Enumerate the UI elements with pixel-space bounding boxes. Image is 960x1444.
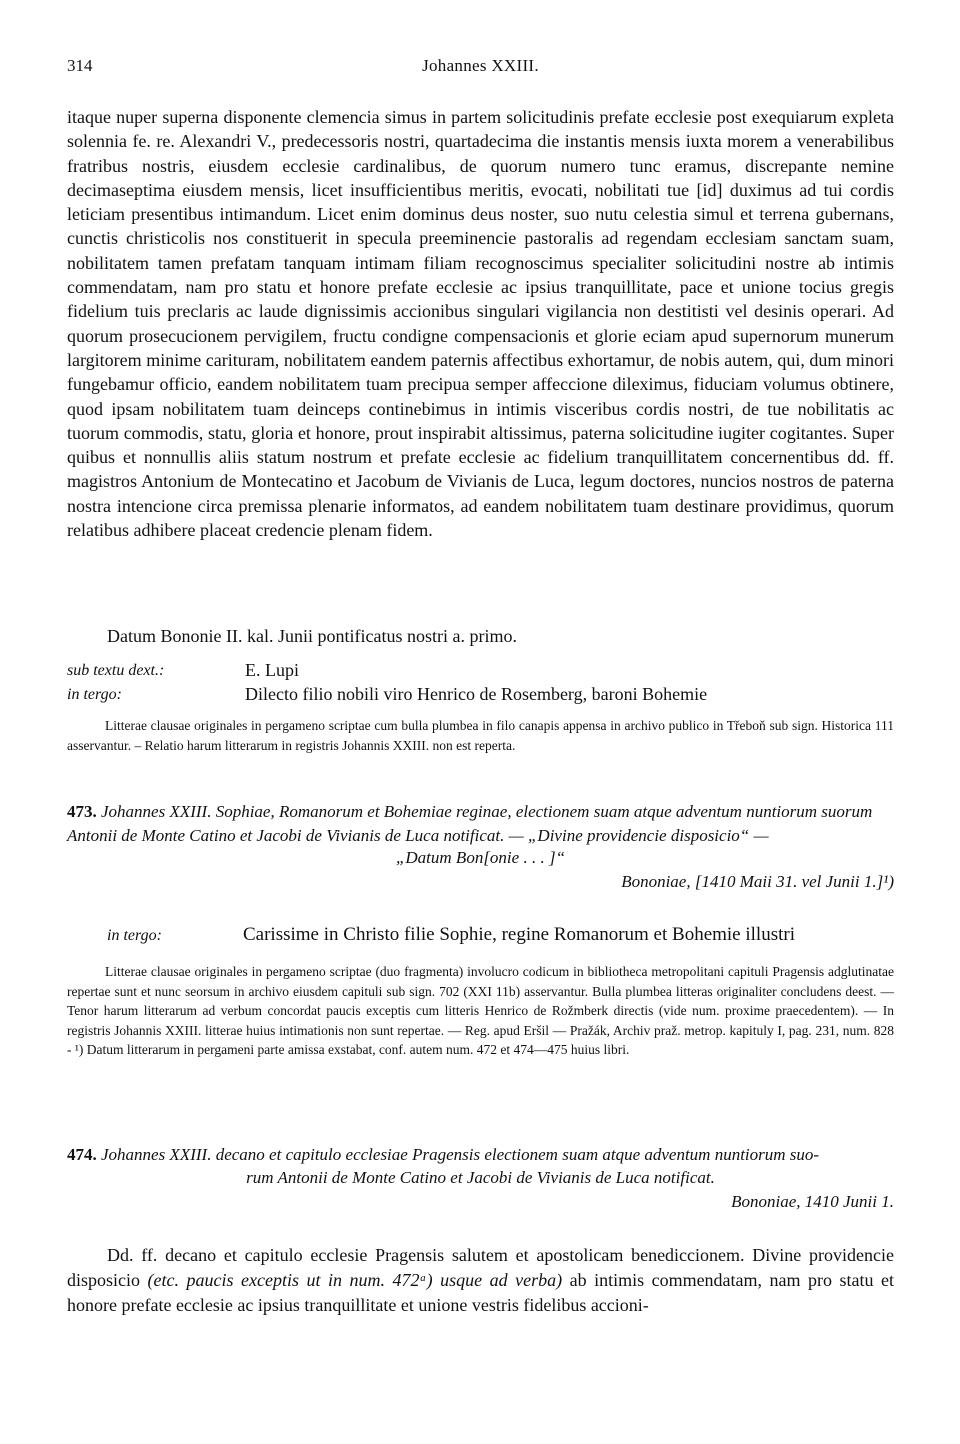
in-tergo-label-2: in tergo: bbox=[107, 927, 162, 944]
final-text-italic: (etc. paucis exceptis ut in num. 472ᵃ) usque ad verba) bbox=[147, 1270, 563, 1290]
entry-473-incipit-end: „Datum Bon[onie . . . ]“ bbox=[395, 848, 566, 867]
sub-textu-label: sub textu dext.: bbox=[67, 662, 165, 679]
main-text bbox=[67, 105, 894, 542]
page-header bbox=[67, 56, 894, 80]
final-paragraph bbox=[67, 1243, 894, 1318]
entry-474-title-line2: rum Antonii de Monte Catino et Jacobi de Vivianis de Luca notificat. bbox=[246, 1168, 715, 1187]
entry-474-place-date: Bononiae, 1410 Junii 1. bbox=[731, 1192, 894, 1211]
entry-474-title-line1: Johannes XXIII. decano et capitulo ecclesiae Pragensis electionem suam atque adventum nuntiorum suo- bbox=[101, 1145, 820, 1164]
entry-474-heading bbox=[67, 1143, 894, 1167]
entry-474-number: 474. bbox=[67, 1145, 97, 1164]
final-text-part1: Dd. ff. decano et capitulo ecclesie Pragensis salutem et apostolicam benediccionem. Divine providencie disposicio bbox=[67, 1245, 894, 1290]
in-tergo-label-1: in tergo: bbox=[67, 686, 122, 703]
entry-473-place-date: Bononiae, [1410 Maii 31. vel Junii 1.]¹) bbox=[621, 872, 894, 891]
entry-473-title: Johannes XXIII. Sophiae, Romanorum et Bohemiae reginae, electionem suam atque adventum nuntiorum suorum Antonii de Monte Catino et Jacobi de Vivianis de Luca notificat. — „Divine providencie disposicio“ — bbox=[67, 802, 873, 845]
in-tergo-value-1: Dilecto filio nobili viro Henrico de Rosemberg, baroni Bohemie bbox=[245, 684, 708, 704]
footnote-2-text: Litterae clausae originales in pergameno scriptae (duo fragmenta) involucro codicum in bibliotheca metropolitani capituli Pragensis adglutinatae repertae sunt et nunc seorsum in archivo eiusdem capituli sub sign. 702 (XXI 11b) asservantur. Bulla plumbea litteras originaliter concludens deest. — Tenor harum litterarum ad verbum concordat paucis exceptis cum litteris Henrico de Rožmberk directis (vide num. proxime praecedentem). — In registris Johannis XXIII. litterae huius intimationis non sunt repertae. — Reg. apud Eršil — Pražák, Archiv praž. metrop. kapituly I, pag. 231, num. 828 - ¹) Datum litterarum in pergameni parte amissa exstabat, conf. autem num. 472 et 474—475 huius libri. bbox=[67, 964, 894, 1057]
in-tergo-value-2: Carissime in Christo filie Sophie, regine Romanorum et Bohemie illustri bbox=[243, 924, 795, 945]
datum-line: Datum Bononie II. kal. Junii pontificatus nostri a. primo. bbox=[107, 626, 517, 646]
page-number: 314 bbox=[67, 56, 93, 75]
entry-473-number: 473. bbox=[67, 802, 97, 821]
final-text-part2: ab intimis commendatam, nam pro statu et honore prefate ecclesie ac ipsius tranquillitate et unione vestris fidelibus accioni- bbox=[67, 1270, 894, 1315]
running-head: Johannes XXIII. bbox=[422, 56, 539, 75]
sub-textu-value: E. Lupi bbox=[245, 660, 299, 680]
footnote-2 bbox=[67, 962, 894, 1060]
entry-473-heading bbox=[67, 800, 894, 848]
main-paragraph: itaque nuper superna disponente clemencia simus in partem solicitudinis prefate ecclesie post exequiarum expleta solennia fe. re. Alexandri V., predecessoris nostri, quartadecima die instantis mensis iuxta morem a venerabilibus fratribus nostris, eiusdem ecclesie cardinalibus, de quorum numero tunc eramus, discrepante nemine decimaseptima eiusdem mensis, licet insufficientibus meritis, evocati, nobilitati tue [id] duximus ad tui cordis leticiam presentibus intimandum. Licet enim dominus deus noster, suo nutu celestia simul et terrena gubernans, cunctis christicolis nos constituerit in specula preeminencie pastoralis ad regendam ecclesiam sanctam suam, nobilitatem tamen prefatam tanquam intimam filiam recognoscimus specialiter solicitudini nostre ab intimis commendatam, nam pro statu et honore prefate ecclesie ac ipsius tranquillitate, pace et unione tocius gregis fidelium tuis preclaris ac laude dignissimis accionibus singulari vigilancia non destitisti vel desinis operari. Ad quorum prosecucionem pervigilem, fructu condigne compensacionis et glorie eciam apud supernorum munerum largitorem minime carituram, nobilitatem eandem paternis affectibus exhortamur, de nobis autem, qui, dum minori fungebamur officio, eandem nobilitatem tuam precipua semper affeccione dileximus, fiduciam volumus obtinere, quod ipsam nobilitatem tuam deinceps continebimus in intimis visceribus cordis nostri, de tue nobilitatis ac tuorum commodis, statu, gloria et honore, prout inspirabit altissimus, paterna solicitudine iugiter cogitantes. Super quibus et nonnullis aliis statum nostrum et prefate ecclesie ac fidelium tranquillitatem concernentibus dd. ff. magistros Antonium de Montecatino et Jacobum de Vivianis de Luca, legum doctores, nuncios nostros de paterna nostra intencione circa premissa plenarie informatos, ad eandem nobilitatem tuam destinare providimus, quorum relatibus adhibere placeat credencie plenam fidem. bbox=[67, 107, 894, 541]
footnote-1 bbox=[67, 716, 894, 755]
footnote-1-text: Litterae clausae originales in pergameno scriptae cum bulla plumbea in filo canapis appensa in archivo publico in Třeboň sub sign. Historica 111 asservantur. – Relatio harum litterarum in registris Johannis XXIII. non est reperta. bbox=[67, 718, 894, 753]
